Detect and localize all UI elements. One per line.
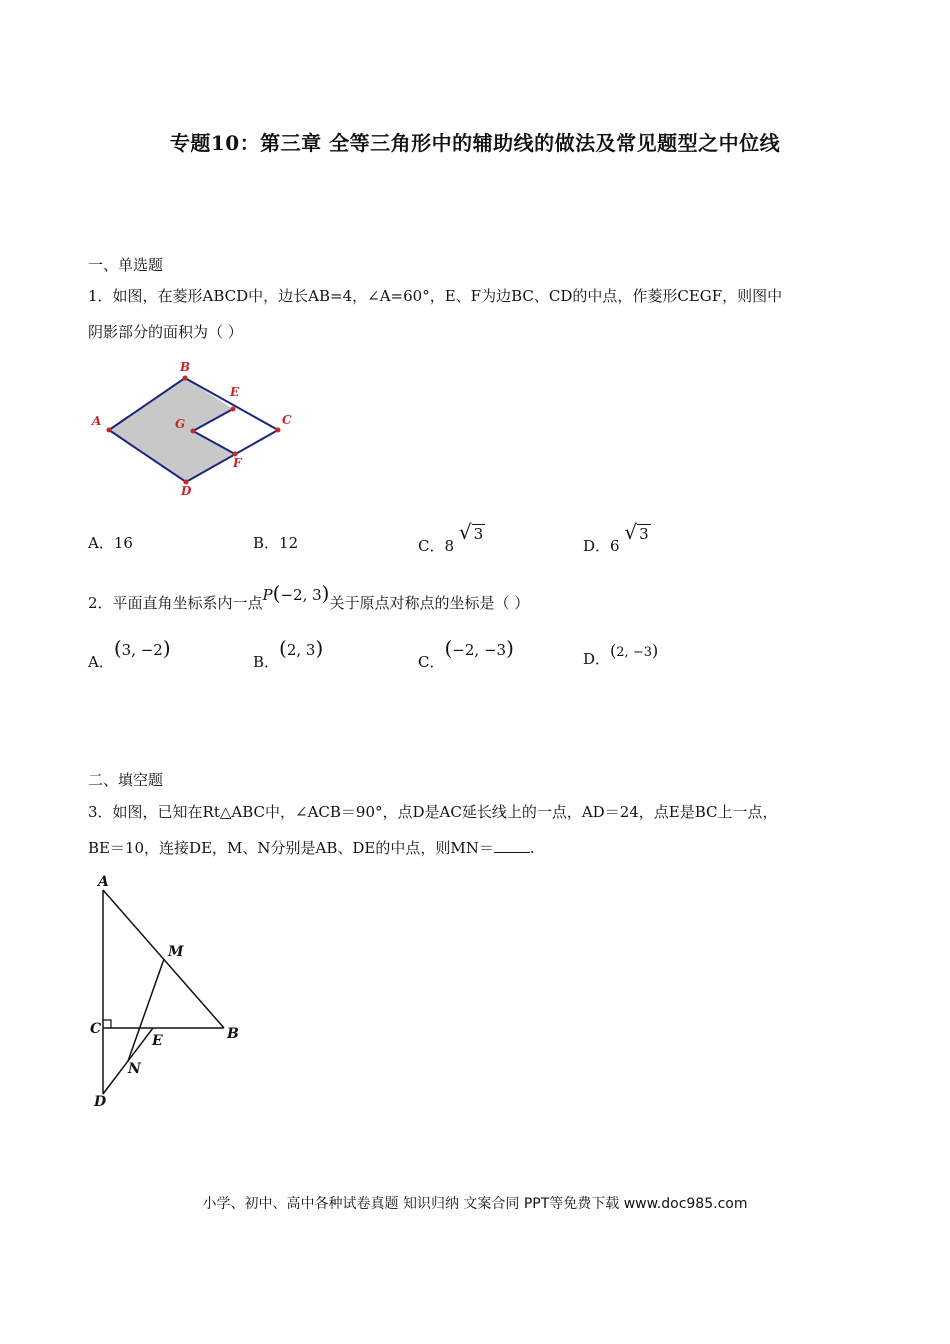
label-a: A — [92, 414, 102, 428]
q1-option-c-radicand: 3 — [473, 525, 484, 543]
q1-option-a-value: 16 — [113, 534, 133, 552]
section-heading-fill-in: 二、填空题 — [88, 771, 164, 789]
label-d: D — [181, 484, 192, 498]
page-footer: 小学、初中、高中各种试卷真题 知识归纳 文案合同 PPT等免费下载 www.doc985.com — [202, 1196, 748, 1212]
q2-option-c-value: −2, −3 — [452, 641, 507, 659]
section-heading-single-choice: 一、单选题 — [88, 256, 164, 274]
q2-option-a-value: 3, −2 — [121, 641, 163, 659]
rhombus-figure — [88, 358, 308, 503]
document-title: 专题10：第三章 全等三角形中的辅助线的做法及常见题型之中位线 — [169, 131, 781, 155]
q1-option-a[interactable] — [88, 532, 133, 553]
q2-option-d-prefix: D． — [583, 650, 611, 668]
question-2-text-after: 关于原点对称点的坐标是（ ） — [329, 594, 530, 612]
question-1 — [88, 278, 858, 350]
q2-option-d[interactable]: D．(2, −3) — [583, 641, 659, 668]
point-g — [191, 429, 196, 434]
answer-blank[interactable] — [494, 838, 530, 853]
shaded-region — [109, 378, 235, 482]
q1-option-d[interactable] — [583, 520, 651, 555]
q1-option-d-radicand: 3 — [639, 525, 649, 543]
q1-option-d-sqrt: √ 3 — [624, 520, 649, 544]
question-2-text-before: 2．平面直角坐标系内一点 — [88, 594, 263, 612]
q1-option-c[interactable] — [418, 520, 485, 555]
question-1-line2: 阴影部分的面积为（ ） — [88, 323, 243, 341]
question-2: 2．平面直角坐标系内一点P(−2, 3)关于原点对称点的坐标是（ ） — [88, 581, 530, 612]
question-2-point-coords: −2, 3 — [280, 586, 322, 604]
question-3 — [88, 794, 858, 866]
q1-option-d-prefix: D． — [583, 537, 611, 555]
label-f: F — [233, 456, 242, 470]
q2-option-b-prefix: B． — [253, 653, 280, 671]
label-n: N — [128, 1061, 141, 1077]
point-a — [107, 428, 112, 433]
label-b: B — [227, 1026, 239, 1042]
question-3-line1: 3．如图，已知在Rt△ABC中，∠ACB＝90°，点D是AC延长线上的一点，AD＝24，点E是BC上一点， — [88, 803, 778, 821]
label-a: A — [98, 874, 109, 890]
label-e: E — [230, 385, 240, 399]
question-3-line2-end: . — [529, 839, 535, 857]
q1-option-c-sqrt: √ 3 — [458, 520, 484, 544]
label-c: C — [90, 1021, 102, 1037]
q2-option-c-prefix: C． — [418, 653, 445, 671]
q1-option-d-coef: 6 — [610, 537, 620, 555]
triangle-figure — [88, 868, 258, 1118]
label-g: G — [175, 417, 186, 431]
q1-option-a-prefix: A． — [88, 534, 114, 552]
label-d: D — [94, 1094, 107, 1110]
q1-option-b-value: 12 — [279, 534, 299, 552]
q1-option-c-prefix: C． — [418, 537, 445, 555]
point-e — [231, 407, 236, 412]
right-angle-mark — [103, 1020, 111, 1028]
q1-option-b-prefix: B． — [253, 534, 280, 552]
q2-option-c[interactable]: C．(−2, −3) — [418, 636, 514, 671]
q2-option-d-value: 2, −3 — [616, 645, 652, 660]
question-3-line2 — [88, 830, 858, 866]
label-m: M — [168, 944, 184, 960]
point-b — [183, 376, 188, 381]
point-c — [276, 428, 281, 433]
label-b: B — [180, 360, 191, 374]
question-1-line1: 1．如图，在菱形ABCD中，边长AB=4，∠A=60°，E、F为边BC、CD的中点，作菱形CEGF，则图中 — [88, 287, 783, 305]
q2-option-a[interactable]: A．(3, −2) — [88, 636, 171, 671]
question-3-line2-text: BE＝10，连接DE，M、N分别是AB、DE的中点，则MN＝ — [88, 839, 494, 857]
q1-option-b[interactable] — [253, 532, 298, 553]
q2-option-a-prefix: A． — [88, 653, 114, 671]
label-c: C — [282, 413, 292, 427]
question-2-point-name: P — [262, 586, 273, 604]
q1-option-c-coef: 8 — [444, 537, 455, 555]
q2-option-b-value: 2, 3 — [286, 641, 316, 659]
label-e: E — [152, 1033, 163, 1049]
q2-option-b[interactable]: B．(2, 3) — [253, 636, 324, 671]
